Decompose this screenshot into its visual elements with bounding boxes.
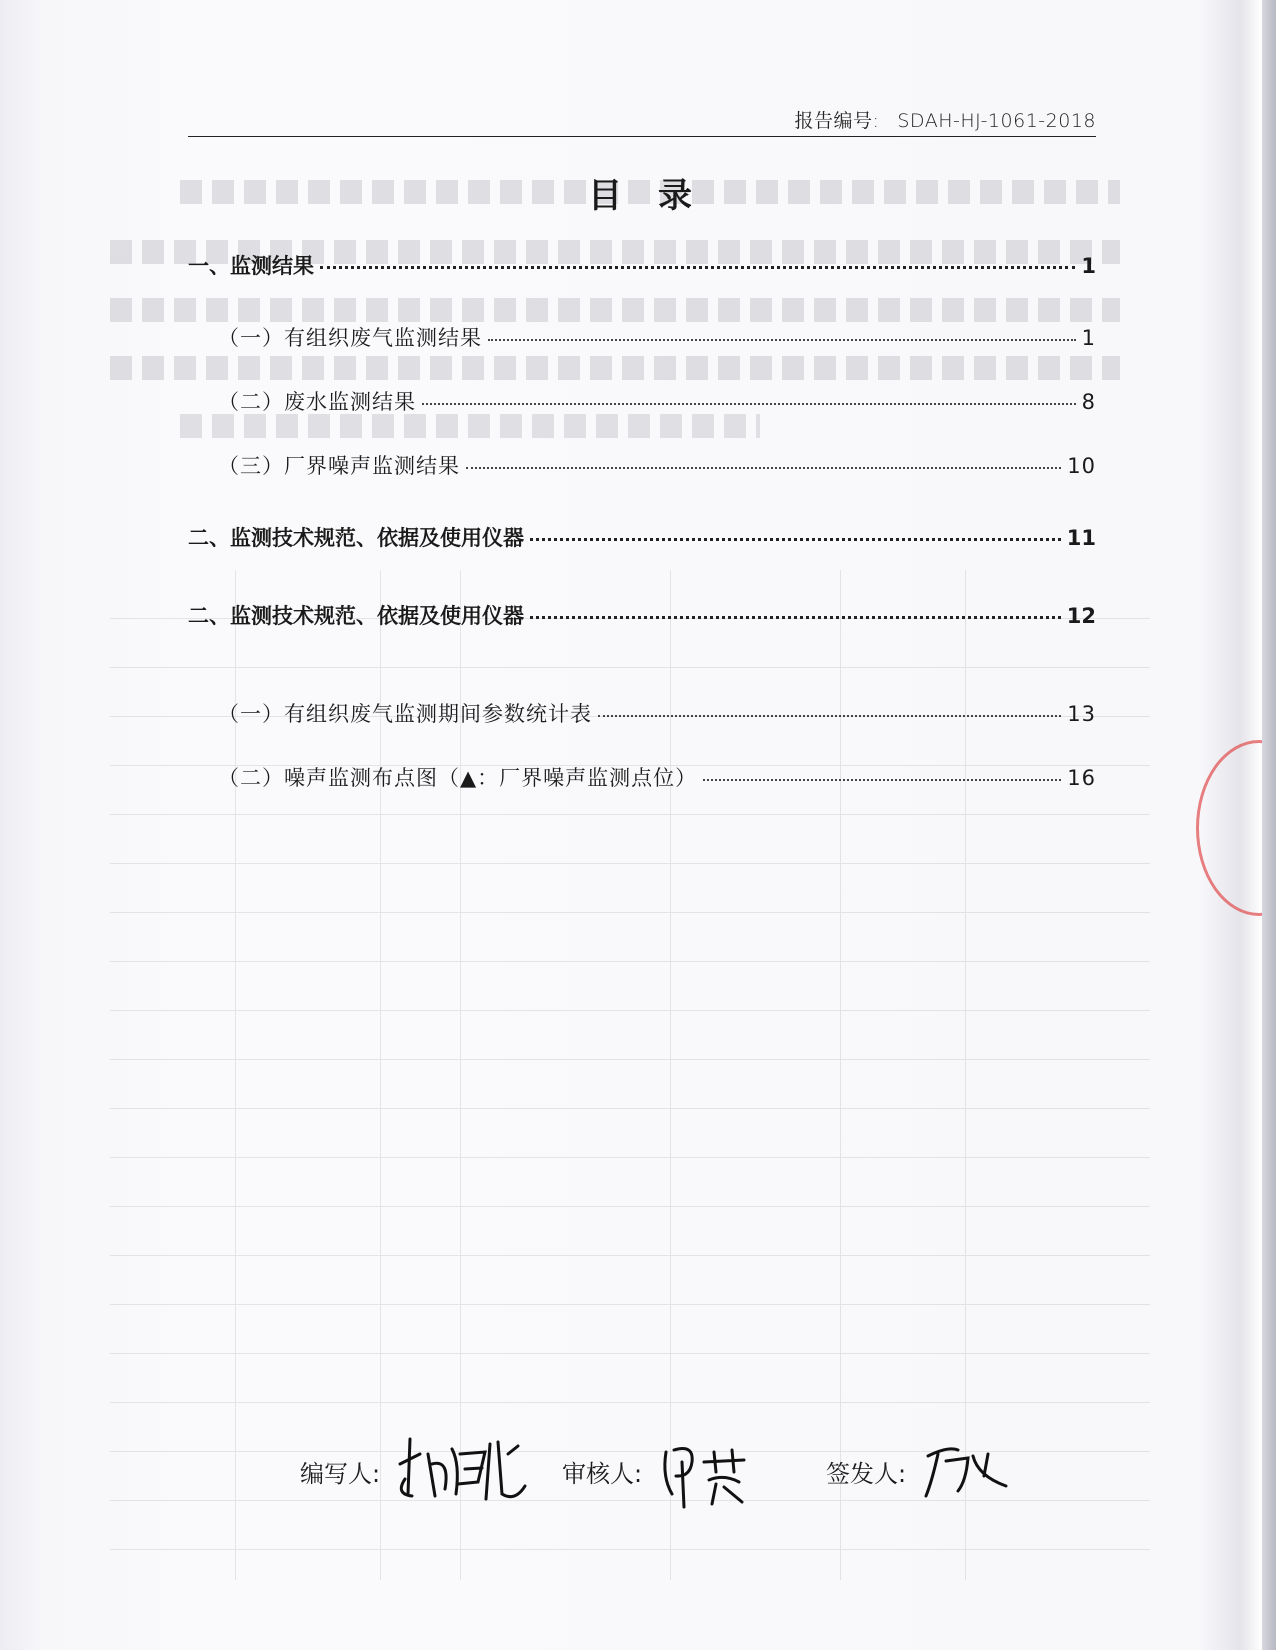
signature-block <box>300 1440 1120 1510</box>
page-edge-shadow <box>1262 0 1276 1650</box>
toc-leader-dots <box>488 339 1076 341</box>
toc-entry-label: （三）厂界噪声监测结果 <box>218 454 460 478</box>
issuer-signature <box>826 1454 906 1489</box>
author-handwritten-signature <box>390 1424 540 1514</box>
toc-page-number: 12 <box>1066 604 1096 628</box>
author-label: 编写人: <box>300 1460 381 1488</box>
toc-entry-label: （二）废水监测结果 <box>218 390 416 414</box>
toc-page-number: 8 <box>1081 390 1096 414</box>
toc-entry[interactable] <box>218 698 1096 730</box>
author-signature <box>300 1454 380 1489</box>
toc-entry[interactable] <box>218 386 1096 418</box>
toc-entry-label: 一、监测结果 <box>188 254 314 278</box>
toc-leader-dots <box>598 715 1061 717</box>
toc-entry[interactable] <box>218 322 1096 354</box>
toc-entry-label: 二、监测技术规范、依据及使用仪器 <box>188 526 524 550</box>
toc-entry[interactable] <box>218 450 1096 482</box>
toc-page-number: 10 <box>1067 454 1096 478</box>
toc-leader-dots <box>422 403 1076 405</box>
report-number-label: 报告编号: <box>794 110 880 132</box>
report-number <box>794 106 1096 133</box>
bleed-through-background <box>110 170 1160 1590</box>
reviewer-signature <box>562 1454 642 1489</box>
page-header <box>188 104 1096 137</box>
toc-leader-dots <box>703 779 1061 781</box>
issuer-label: 签发人: <box>826 1460 907 1488</box>
toc-entry[interactable] <box>218 762 1096 794</box>
toc-entry[interactable] <box>188 522 1096 554</box>
toc-page-number: 13 <box>1067 702 1096 726</box>
toc-entry-label: （一）有组织废气监测期间参数统计表 <box>218 702 592 726</box>
toc-leader-dots <box>530 616 1061 619</box>
toc-page-number: 1 <box>1081 254 1096 278</box>
reviewer-handwritten-signature <box>654 1432 764 1512</box>
issuer-handwritten-signature <box>918 1436 1018 1506</box>
toc-entry-label: 二、监测技术规范、依据及使用仪器 <box>188 604 524 628</box>
reviewer-label: 审核人: <box>562 1460 643 1488</box>
toc-entry[interactable] <box>188 250 1096 282</box>
toc-page-number: 16 <box>1067 766 1096 790</box>
toc-entry[interactable] <box>188 600 1096 632</box>
toc-entry-label: （一）有组织废气监测结果 <box>218 326 482 350</box>
toc-page-number: 11 <box>1066 526 1096 550</box>
toc-entry-label: （二）噪声监测布点图（▲：厂界噪声监测点位） <box>218 766 698 790</box>
report-number-value: SDAH-HJ-1061-2018 <box>897 110 1096 132</box>
toc-leader-dots <box>466 467 1061 469</box>
toc-leader-dots <box>320 266 1075 269</box>
toc-leader-dots <box>530 538 1061 541</box>
page-title: 目录 <box>588 176 728 216</box>
toc-page-number: 1 <box>1081 326 1096 350</box>
